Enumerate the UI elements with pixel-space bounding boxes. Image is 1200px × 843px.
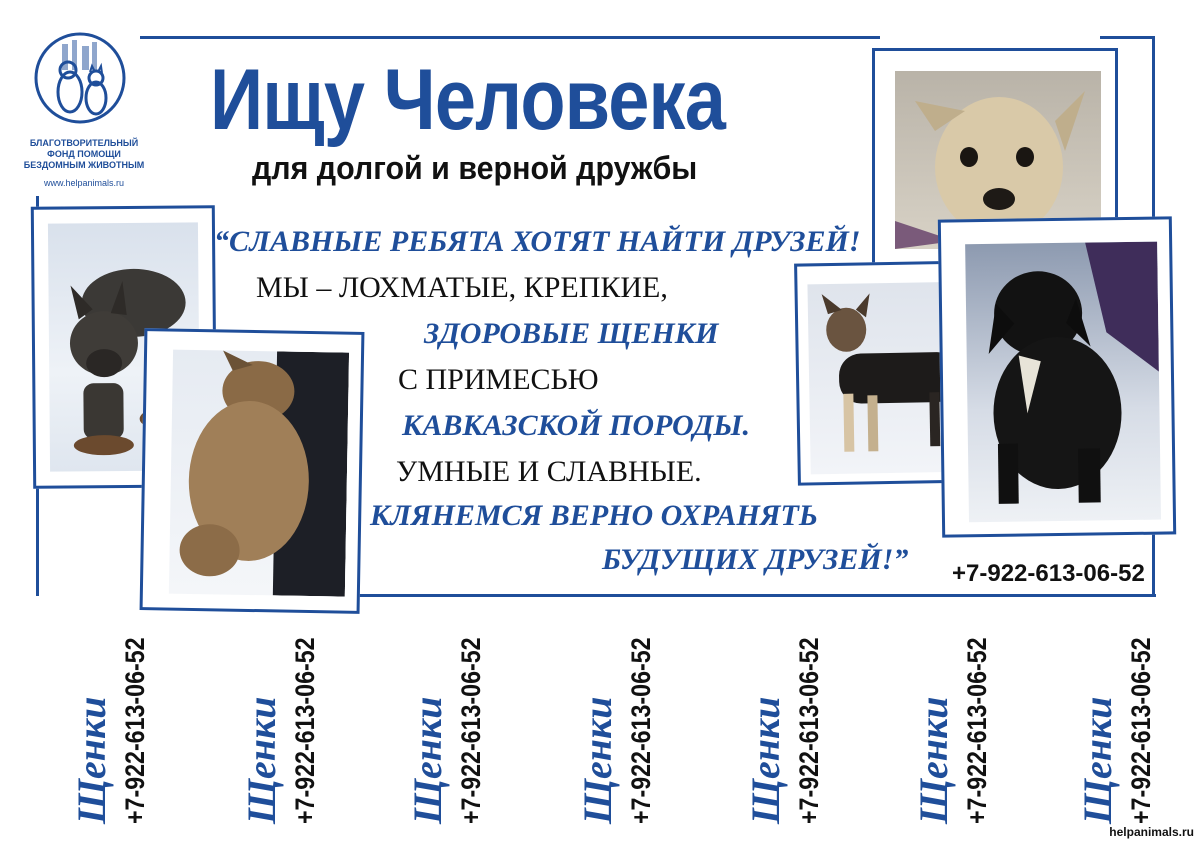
text-line-3: ЗДОРОВЫЕ ЩЕНКИ	[424, 317, 719, 350]
black-puppy-illustration	[965, 242, 1161, 523]
headline-subtitle: для долгой и верной дружбы	[252, 150, 698, 186]
photo-black-puppy	[938, 216, 1176, 537]
tab-phone: +7-922-613-06-52	[626, 637, 656, 824]
org-name	[8, 138, 160, 171]
tab-phone: +7-922-613-06-52	[1126, 637, 1156, 824]
tab-label: Щенки	[911, 696, 956, 824]
tab-phone: +7-922-613-06-52	[290, 637, 320, 824]
dog-fluffy-illustration	[169, 350, 349, 597]
frame-bottom-line	[348, 594, 1156, 597]
tear-off-tab[interactable]	[56, 618, 166, 828]
tab-label: Щенки	[743, 696, 788, 824]
tear-off-tab[interactable]	[898, 618, 1008, 828]
tab-label: Щенки	[239, 696, 284, 824]
tab-label: Щенки	[575, 696, 620, 824]
text-line-5: КАВКАЗСКОЙ ПОРОДЫ.	[402, 409, 750, 442]
text-line-1: “СЛАВНЫЕ РЕБЯТА ХОТЯТ НАЙТИ ДРУЗЕЙ!	[214, 225, 861, 258]
tab-phone: +7-922-613-06-52	[794, 637, 824, 824]
frame-top-right-line	[1100, 36, 1155, 39]
tab-label: Щенки	[1075, 696, 1120, 824]
tab-phone: +7-922-613-06-52	[456, 637, 486, 824]
contact-phone[interactable]: +7-922-613-06-52	[952, 560, 1145, 587]
text-line-4: С ПРИМЕСЬЮ	[398, 363, 599, 396]
frame-top-line	[140, 36, 880, 39]
tear-off-tab[interactable]	[730, 618, 840, 828]
tear-off-tab[interactable]	[392, 618, 502, 828]
tab-phone: +7-922-613-06-52	[962, 637, 992, 824]
text-line-2: МЫ – ЛОХМАТЫЕ, КРЕПКИЕ,	[256, 271, 668, 304]
headline-title: Ищу Человека	[210, 52, 725, 148]
text-line-7: КЛЯНЕМСЯ ВЕРНО ОХРАНЯТЬ	[370, 499, 818, 532]
tab-label: Щенки	[69, 696, 114, 824]
org-name-line-1: БЛАГОТВОРИТЕЛЬНЫЙ	[29, 138, 139, 148]
org-name-line-3: БЕЗДОМНЫМ ЖИВОТНЫМ	[23, 160, 145, 170]
text-line-8: БУДУЩИХ ДРУЗЕЙ!”	[602, 543, 909, 576]
tear-off-tabs	[0, 618, 1200, 828]
tear-off-tab[interactable]	[562, 618, 672, 828]
org-name-line-2: ФОНД ПОМОЩИ	[47, 149, 121, 159]
text-line-6: УМНЫЕ И СЛАВНЫЕ.	[396, 455, 702, 488]
watermark: helpanimals.ru	[1109, 825, 1194, 839]
tab-phone: +7-922-613-06-52	[120, 637, 150, 824]
tear-off-tab[interactable]	[226, 618, 336, 828]
photo-dog-fluffy	[140, 328, 365, 614]
foundation-logo	[32, 30, 128, 126]
org-url[interactable]: www.helpanimals.ru	[43, 178, 125, 188]
tab-label: Щенки	[405, 696, 450, 824]
tear-off-tab[interactable]	[1062, 618, 1172, 828]
